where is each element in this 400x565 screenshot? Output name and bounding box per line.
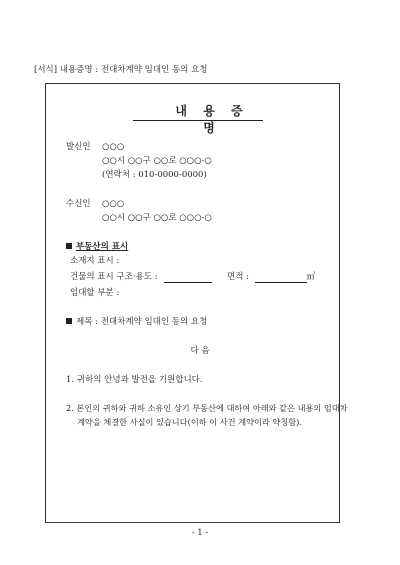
recipient-name: ○○○ [102,199,125,209]
recipient-label: 수신인 [66,199,91,209]
item-2-continued: 계약을 체결한 사실이 있습니다(이하 이 사건 계약이라 약칭함). [77,417,302,427]
building-blank[interactable] [164,274,212,283]
document-title: 내 용 증 명 [175,104,249,135]
item-1: 1. 귀하의 안녕과 발전을 기원합니다. [66,375,203,385]
recipient-address: ○○시 ○○구 ○○로 ○○○-○ [102,213,212,223]
building-label-text: 건물의 표시 구조·용도 : [70,272,158,282]
area-field [227,272,315,283]
square-bullet-icon [66,243,72,249]
area-label: 면적 : [227,272,249,282]
subject-line [66,317,207,328]
title-underline [133,120,263,121]
property-heading [66,242,128,253]
location-label: 소재지 표시 : [70,256,120,266]
document-header: [서식] 내용증명 : 전대차계약 임대인 동의 요청 [34,65,208,75]
sender-name: ○○○ [102,142,125,152]
square-bullet-icon [66,318,72,324]
sender-contact: (연락처 : 010-0000-0000) [102,170,207,180]
sender-label: 발신인 [66,142,91,152]
area-blank[interactable] [255,274,307,283]
lease-part-label: 임대할 부분 : [70,288,120,298]
property-heading-text: 부동산의 표시 [76,242,129,252]
sender-address: ○○시 ○○구 ○○로 ○○○-○ [102,156,212,166]
da-eum-heading: 다 음 [190,346,210,356]
page-number: - 1 - [191,528,209,538]
item-2: 2. 본인의 귀하와 귀하 소유인 상기 부동산에 대하여 아래와 같은 내용의 임대차 [66,403,348,413]
subject-text: 제목 : 전대차계약 임대인 동의 요청 [76,317,208,327]
building-label [70,272,212,283]
area-unit: ㎡ [306,272,316,282]
